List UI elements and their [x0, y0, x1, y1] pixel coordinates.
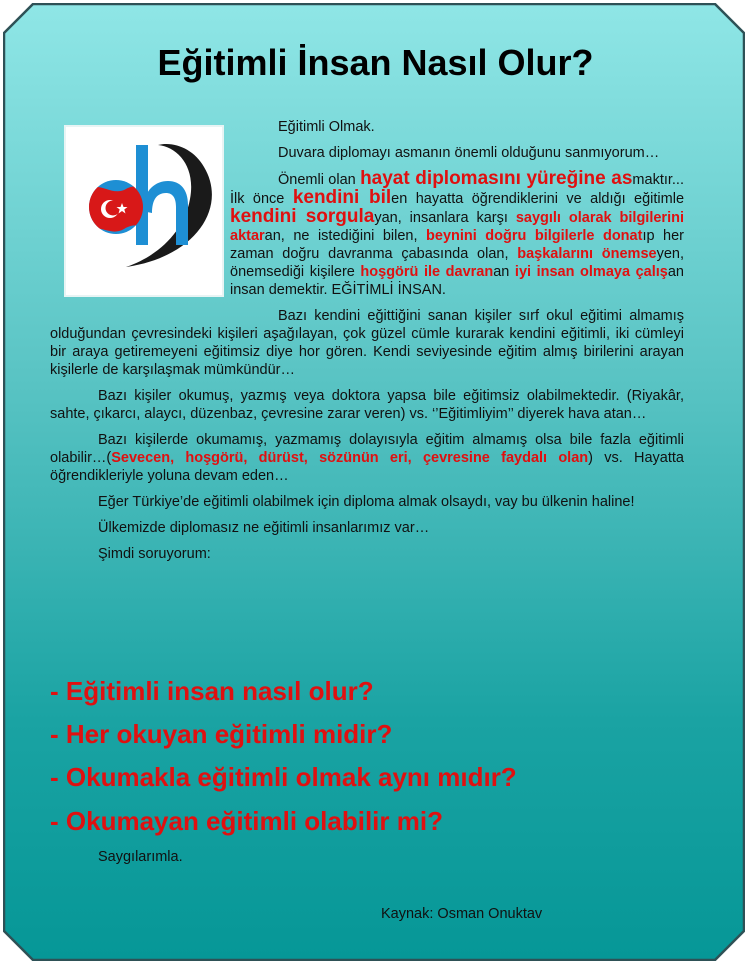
paragraph-9: Şimdi soruyorum:: [98, 546, 211, 562]
text-span: an, ne istediğini bilen,: [264, 228, 427, 244]
question-2: - Her okuyan eğitimli midir?: [50, 719, 393, 749]
paragraph-7: Eğer Türkiye’de eğitimli olabilmek için diploma almak olsaydı, vay bu ülkenin haline!: [98, 494, 635, 510]
paragraph-1: Eğitimli Olmak.: [278, 119, 375, 135]
highlight-span: kendini bil: [292, 187, 392, 208]
highlight-span: hayat diplomasını yüreğine as: [360, 168, 633, 189]
text-span: en hayatta öğrendiklerini ve aldığı eğitimle: [391, 191, 685, 207]
text-span: maktır... İlk önce: [230, 172, 684, 207]
text-span: ) vs. Hayatta öğrendikleriyle yoluna devam eden…: [50, 450, 684, 484]
highlight-span: hoşgörü ile davran: [360, 264, 494, 280]
highlight-span: Sevecen, hoşgörü, dürüst, sözünün eri, çevresine faydalı olan: [111, 450, 589, 466]
text-span: Önemli olan: [278, 172, 361, 188]
source-credit: Kaynak: Osman Onuktav: [381, 906, 543, 922]
paragraph-2: Duvara diplomayı asmanın önemli olduğunu sanmıyorum…: [278, 145, 660, 161]
logo-spacer: [50, 120, 230, 322]
article-body: [50, 118, 684, 571]
highlight-span: kendini sorgula: [230, 206, 375, 227]
question-4: - Okumayan eğitimli olabilir mi?: [50, 806, 443, 836]
page-title: Eğitimli İnsan Nasıl Olur?: [157, 42, 594, 83]
highlight-span: başkalarını önemse: [517, 246, 657, 262]
paragraph-5: Bazı kişiler okumuş, yazmış veya doktora yapsa bile eğitimsiz olabilmektedir. (Riyakâr, sahte, çıkarcı, alaycı, düzenbaz, çevresine zarar veren) vs. ‘’Eğitimliyim’’ diyerek hava atan…: [50, 388, 684, 422]
highlight-span: saygılı olarak bilgilerini aktar: [230, 210, 684, 244]
question-3: - Okumakla eğitimli olmak aynı mıdır?: [50, 762, 517, 792]
paragraph-4: Bazı kendini eğittiğini sanan kişiler sırf okul eğitimi almamış olduğundan çevresindeki kişileri aşağılayan, çok güzel cümle kurarak kendini eğitimli, iki cümleyi bir araya getiremeyeni eğitimsiz diye hor gören. Kendi seviyesinde eğitim almış birilerini arayan kişilerle de karşılaşmak mümkündür…: [50, 308, 684, 378]
text-span: an insan demektir. EĞİTİMLİ İNSAN.: [230, 264, 684, 298]
paragraph-8: Ülkemizde diplomasız ne eğitimli insanlarımız var…: [98, 520, 430, 536]
text-span: ıp her zaman doğru davranma çabasında olan,: [230, 228, 684, 262]
question-1: - Eğitimli insan nasıl olur?: [50, 676, 374, 706]
paragraph-6: [50, 431, 684, 485]
highlight-span: iyi insan olmaya çalış: [514, 264, 668, 280]
text-span: yan, insanlara karşı: [374, 210, 516, 226]
text-span: an: [493, 264, 515, 280]
text-span: yen, önemsediği kişilere: [230, 246, 684, 280]
closing-text: Saygılarımla.: [98, 849, 183, 865]
highlight-span: beynini doğru bilgilerle donat: [426, 228, 643, 244]
text-span: Bazı kişilerde okumamış, yazmamış dolayısıyla eğitim almamış olsa bile fazla eğitimli olabilir…(: [50, 432, 684, 466]
